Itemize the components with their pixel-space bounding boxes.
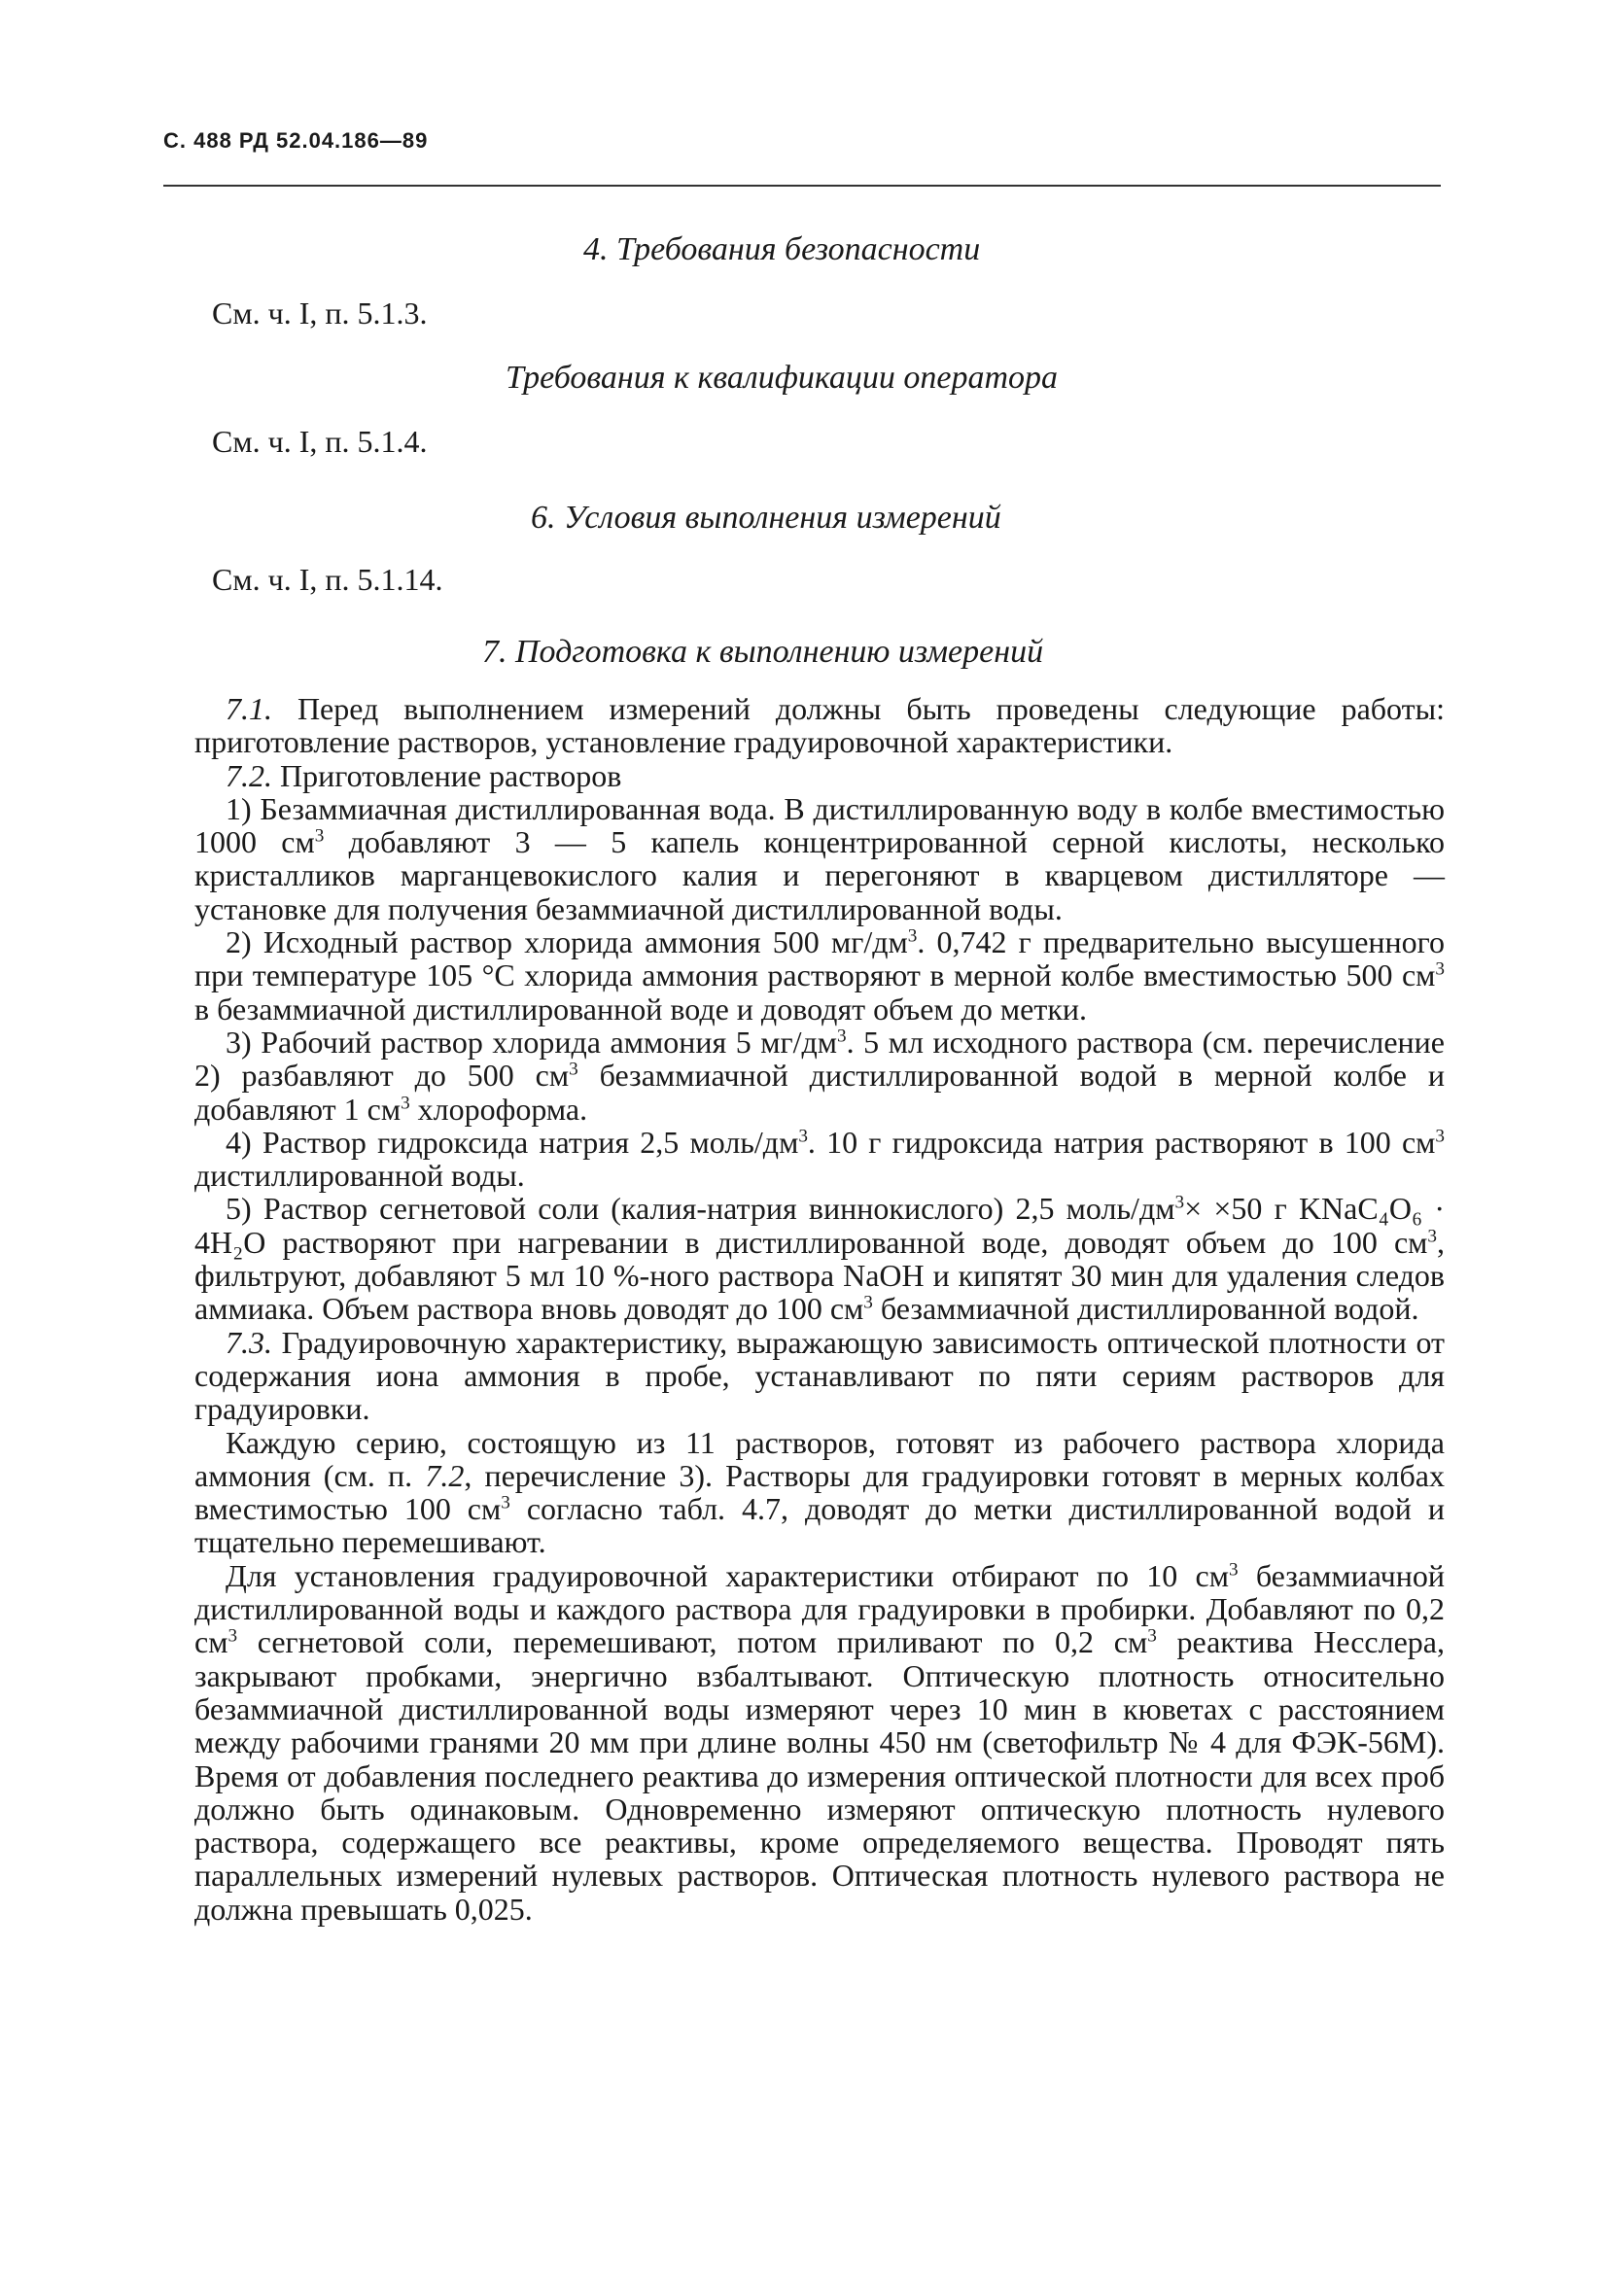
paragraph-7-2 <box>194 759 1445 792</box>
paragraph-calibration <box>194 1559 1445 1926</box>
text-run: Каждую серию, состоящую из 11 растворов, готовят из рабочего раствора хлорида аммония (см. п. <box>194 1424 1445 1493</box>
text-run: 4) Раствор гидроксида натрия 2,5 моль/дм <box>226 1124 799 1160</box>
section-heading-conditions: 6. Условия выполнения измерений <box>531 500 1001 536</box>
clause-number: 7.2. <box>226 757 272 793</box>
superscript: 3 <box>1147 1625 1157 1647</box>
text-run: безаммиачной дистиллированной водой. <box>872 1291 1419 1327</box>
superscript: 3 <box>1435 958 1445 980</box>
section-ref-safety: См. ч. I, п. 5.1.3. <box>212 296 428 330</box>
text-run: сегнетовой соли, перемешивают, потом приливают по 0,2 см <box>237 1624 1148 1660</box>
text-run: 3) Рабочий раствор хлорида аммония 5 мг/дм <box>226 1024 838 1060</box>
text-run: согласно табл. 4.7, доводят до метки дистиллированной водой и тщательно перемешивают. <box>194 1491 1446 1560</box>
superscript: 3 <box>1228 1559 1239 1581</box>
superscript: 3 <box>907 925 918 947</box>
superscript: 3 <box>863 1292 873 1313</box>
text-run: . 10 г гидроксида натрия растворяют в 100 см <box>807 1124 1436 1160</box>
superscript: 3 <box>227 1625 238 1647</box>
superscript: 3 <box>1174 1192 1185 1213</box>
text-run: 1) Безаммиачная дистиллированная вода. В дистиллированную воду в колбе вместимостью 1000 см <box>194 790 1445 860</box>
list-item-3 <box>194 1026 1445 1126</box>
superscript: 3 <box>401 1092 410 1113</box>
superscript: 3 <box>798 1126 808 1147</box>
superscript: 3 <box>501 1492 510 1513</box>
body-text <box>194 692 1445 1926</box>
list-item-5 <box>194 1192 1445 1325</box>
section-heading-preparation: 7. Подготовка к выполнению измерений <box>482 634 1044 670</box>
paragraph-7-1 <box>194 692 1445 759</box>
text-run: хлороформа. <box>409 1091 588 1127</box>
text-run: Для установления градуировочной характеристики отбирают по 10 см <box>226 1557 1229 1593</box>
running-header: С. 488 РД 52.04.186—89 <box>163 128 429 153</box>
text-run: 5) Раствор сегнетовой соли (калия-натрия виннокислого) 2,5 моль/дм <box>226 1191 1175 1227</box>
header-rule <box>163 185 1441 187</box>
clause-number: 7.1. <box>226 691 272 726</box>
text-run: . 5 мл исходного раствора (см. перечисление 2) разбавляют до 500 см <box>194 1024 1445 1094</box>
paragraph-text: Градуировочную характеристику, выражающую зависимость оптической плотности от содержания иона аммония в пробе, устанавливают по пяти сериям растворов для градуировки. <box>194 1324 1445 1427</box>
section-ref-conditions: См. ч. I, п. 5.1.14. <box>212 562 443 597</box>
superscript: 3 <box>1435 1126 1446 1147</box>
text-run: реактива Несслера, закрывают пробками, энергично взбалтывают. Оптическую плотность относительно безаммиачной дистиллированной воды измеряют через 10 мин в кюветах с расстоянием между рабочими гранями 20 мм при длине волны 450 нм (светофильтр № 4 для ФЭК-56М). Время от добавления последнего реактива до измерения оптической плотности для всех проб должно быть одинаковым. Одновременно измеряют оптическую плотность нулевого раствора, содержащего все реактивы, кроме определяемого вещества. Проводят пять параллельных измерений нулевых растворов. Оптическая плотность нулевого раствора не должна превышать 0,025. <box>194 1624 1445 1927</box>
text-run: добавляют 3 — 5 капель концентрированной серной кислоты, несколько кристалликов марганцевокислого калия и перегоняют в кварцевом дистилляторе — установке для получения безаммиачной дистиллированной воды. <box>194 824 1446 926</box>
paragraph-text: Перед выполнением измерений должны быть проведены следующие работы: приготовление растворов, установление градуировочной характеристики. <box>194 691 1445 760</box>
text-run: безаммиачной дистиллированной водой в мерной колбе и добавляют 1 см <box>194 1058 1446 1127</box>
superscript: 3 <box>569 1059 578 1080</box>
section-ref-qualification: См. ч. I, п. 5.1.4. <box>212 424 428 459</box>
section-heading-safety: 4. Требования безопасности <box>583 231 981 267</box>
text-run: . 0,742 г предварительно высушенного при температуре 105 °C хлорида аммония растворяют в мерной колбе вместимостью 500 см <box>194 924 1446 993</box>
text-run: 2) Исходный раствор хлорида аммония 500 мг/дм <box>226 924 908 960</box>
text-run: , фильтруют, добавляют 5 мл 10 %-ного раствора NaOH и кипятят 30 мин для удаления следов аммиака. Объем раствора вновь доводят до 100 см <box>194 1224 1445 1327</box>
paragraph-text: Приготовление растворов <box>272 757 622 793</box>
superscript: 3 <box>1427 1226 1437 1247</box>
paragraph-7-3 <box>194 1326 1445 1426</box>
text-run: безаммиачной дистиллированной воды и каждого раствора для градуировки в пробирки. Добавляют по 0,2 см <box>194 1557 1446 1660</box>
superscript: 3 <box>314 825 325 847</box>
clause-reference: 7.2 <box>425 1457 465 1493</box>
list-item-1 <box>194 792 1445 925</box>
text-run: × ×50 г KNaC₄O₆ · 4H₂O растворяют при нагревании в дистиллированной воде, доводят объем до 100 см <box>194 1191 1446 1260</box>
text-run: , перечисление 3). Растворы для градуировки готовят в мерных колбах вместимостью 100 см <box>194 1457 1446 1527</box>
text-run: в безаммиачной дистиллированной воде и доводят объем до метки. <box>194 991 1088 1026</box>
paragraph-series <box>194 1426 1445 1559</box>
list-item-4 <box>194 1126 1445 1193</box>
superscript: 3 <box>837 1026 847 1047</box>
clause-number: 7.3. <box>226 1324 272 1360</box>
section-heading-qualification: Требования к квалификации оператора <box>506 360 1059 396</box>
list-item-2 <box>194 925 1445 1026</box>
text-run: дистиллированной воды. <box>194 1158 525 1194</box>
